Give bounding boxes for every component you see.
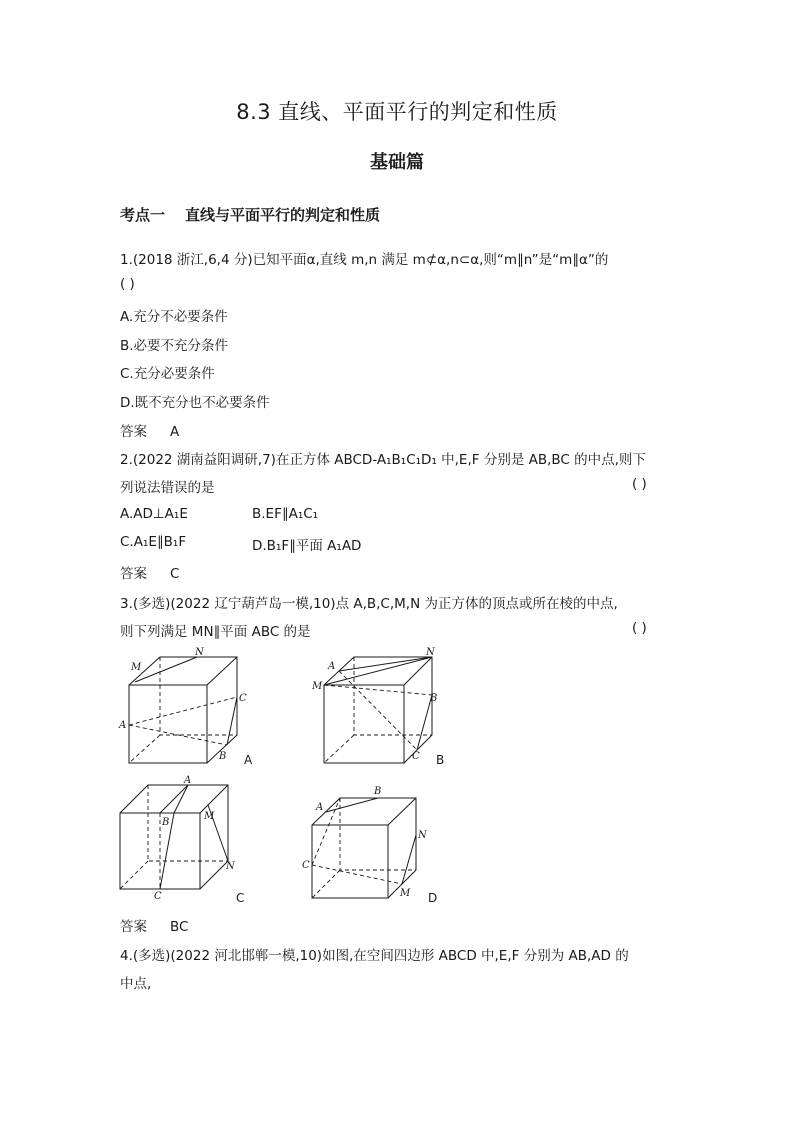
figure-label-a: A <box>244 753 253 767</box>
label-a: A <box>119 720 127 731</box>
label-c: C <box>154 891 162 902</box>
section-title: 直线与平面平行的判定和性质 <box>185 206 381 224</box>
q1-answer <box>120 420 179 440</box>
q3-stem: 3.(多选)(2022 辽宁葫芦岛一模,10)点 A,B,C,M,N 为正方体的顶点或所在棱的中点, <box>120 596 618 612</box>
cube-figure-d <box>300 780 440 905</box>
label-b: B <box>219 751 227 762</box>
q3-paren: ( ) <box>632 620 647 636</box>
label-c: C <box>239 693 247 704</box>
label-a: A <box>328 661 336 672</box>
q2-option-d: D.B₁F∥平面 A₁AD <box>252 538 362 554</box>
label-n: N <box>195 647 204 658</box>
label-b: B <box>162 817 170 828</box>
q2-stem: 2.(2022 湖南益阳调研,7)在正方体 ABCD-A₁B₁C₁D₁ 中,E,F 分别是 AB,BC 的中点,则下 <box>120 452 646 468</box>
q1-option-d: D.既不充分也不必要条件 <box>120 395 270 411</box>
label-n: N <box>418 830 427 841</box>
q1-paren: ( ) <box>120 276 135 292</box>
answer-value: BC <box>170 919 189 935</box>
label-a: A <box>184 775 192 786</box>
q2-paren: ( ) <box>632 476 647 492</box>
figure-label-c: C <box>236 891 245 905</box>
q1-option-b: B.必要不充分条件 <box>120 338 229 354</box>
label-m: M <box>400 888 411 899</box>
cube-figure-c <box>110 775 250 900</box>
label-n: N <box>226 861 235 872</box>
q2-answer <box>120 562 179 582</box>
label-m: M <box>312 681 323 692</box>
q4-stem: 4.(多选)(2022 河北邯郸一模,10)如图,在空间四边形 ABCD 中,E,F 分别为 AB,AD 的 <box>120 948 629 964</box>
figure-label-d: D <box>428 891 438 905</box>
label-b: B <box>374 786 382 797</box>
label-m: M <box>131 662 142 673</box>
answer-value: A <box>170 424 180 440</box>
answer-label: 答案 <box>120 424 147 440</box>
label-c: C <box>302 860 310 871</box>
q1-option-c: C.充分必要条件 <box>120 366 215 382</box>
label-c: C <box>412 751 420 762</box>
page-subtitle: 基础篇 <box>370 152 424 173</box>
section-label: 考点一 <box>120 206 166 224</box>
q2-option-b: B.EF∥A₁C₁ <box>252 506 319 522</box>
q3-stem-cont: 则下列满足 MN∥平面 ABC 的是 <box>120 624 311 640</box>
answer-label: 答案 <box>120 566 147 582</box>
q2-option-c: C.A₁E∥B₁F <box>120 534 187 550</box>
label-b: B <box>430 693 438 704</box>
answer-label: 答案 <box>120 919 147 935</box>
label-n: N <box>426 647 435 658</box>
answer-value: C <box>170 566 180 582</box>
q1-stem: 1.(2018 浙江,6,4 分)已知平面α,直线 m,n 满足 m⊄α,n⊂α,则“m∥n”是“m∥α”的 <box>120 252 609 268</box>
q2-option-a: A.AD⊥A₁E <box>120 506 188 522</box>
cube-figure-b <box>312 645 452 770</box>
q4-stem-cont: 中点, <box>120 976 152 992</box>
label-a: A <box>316 802 324 813</box>
section-heading <box>120 204 380 225</box>
q1-option-a: A.充分不必要条件 <box>120 309 228 325</box>
page-title: 8.3 直线、平面平行的判定和性质 <box>236 100 558 124</box>
q3-answer <box>120 915 188 935</box>
cube-figure-a <box>115 645 255 770</box>
q2-stem-cont: 列说法错误的是 <box>120 480 215 496</box>
label-m: M <box>204 811 215 822</box>
figure-label-b: B <box>436 753 445 767</box>
